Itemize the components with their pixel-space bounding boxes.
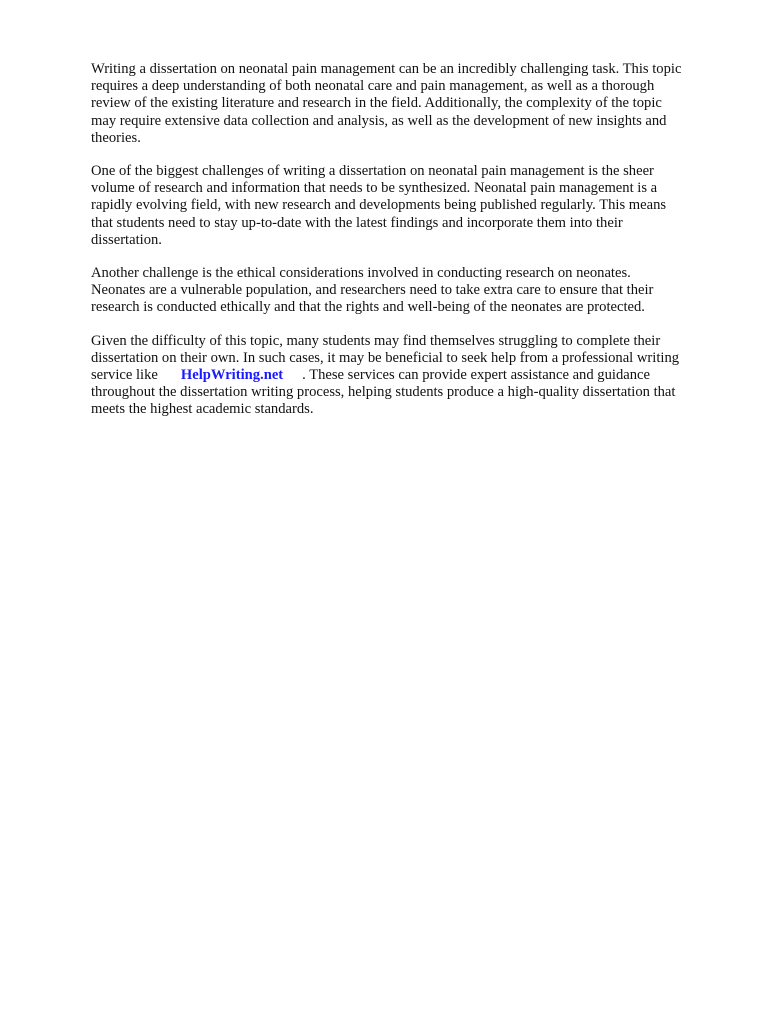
text-line: dissertation. xyxy=(91,231,162,248)
text-line: Given the difficulty of this topic, many students may find themselves struggling to complete their xyxy=(91,332,661,349)
paragraph-1 xyxy=(91,61,727,147)
text-line: research is conducted ethically and that the rights and well-being of the neonates are protected. xyxy=(91,299,645,316)
text-line: Neonates are a vulnerable population, and researchers need to take extra care to ensure that their xyxy=(91,282,654,299)
text-line: rapidly evolving field, with new research and developments being published regularly. This means xyxy=(91,197,667,214)
paragraph-3 xyxy=(91,265,727,317)
text-line: that students need to stay up-to-date with the latest findings and incorporate them into their xyxy=(91,214,623,231)
text-line: theories. xyxy=(91,129,141,146)
text-line: Writing a dissertation on neonatal pain management can be an incredibly challenging task. This topic xyxy=(91,61,682,77)
paragraph-2 xyxy=(91,163,727,249)
text-line: dissertation on their own. In such cases, it may be beneficial to seek help from a professional writing xyxy=(91,349,680,366)
text-line: One of the biggest challenges of writing a dissertation on neonatal pain management is the sheer xyxy=(91,163,654,180)
text-line-with-link xyxy=(91,367,727,384)
text-line: volume of research and information that needs to be synthesized. Neonatal pain management is a xyxy=(91,180,658,197)
text-after-link: . These services can provide expert assistance and guidance xyxy=(302,367,650,384)
text-before-link: service like xyxy=(91,367,158,384)
text-line: requires a deep understanding of both neonatal care and pain management, as well as a thorough xyxy=(91,78,655,95)
paragraph-4 xyxy=(91,333,727,419)
text-line: review of the existing literature and research in the field. Additionally, the complexity of the topic xyxy=(91,95,662,112)
helpwriting-link[interactable]: HelpWriting.net xyxy=(180,367,284,384)
document-body xyxy=(91,61,727,435)
text-line: throughout the dissertation writing process, helping students produce a high-quality dissertation that xyxy=(91,384,676,401)
text-line: Another challenge is the ethical considerations involved in conducting research on neonates. xyxy=(91,265,631,282)
text-line: meets the highest academic standards. xyxy=(91,401,314,418)
text-line: may require extensive data collection and analysis, as well as the development of new insights and xyxy=(91,112,667,129)
